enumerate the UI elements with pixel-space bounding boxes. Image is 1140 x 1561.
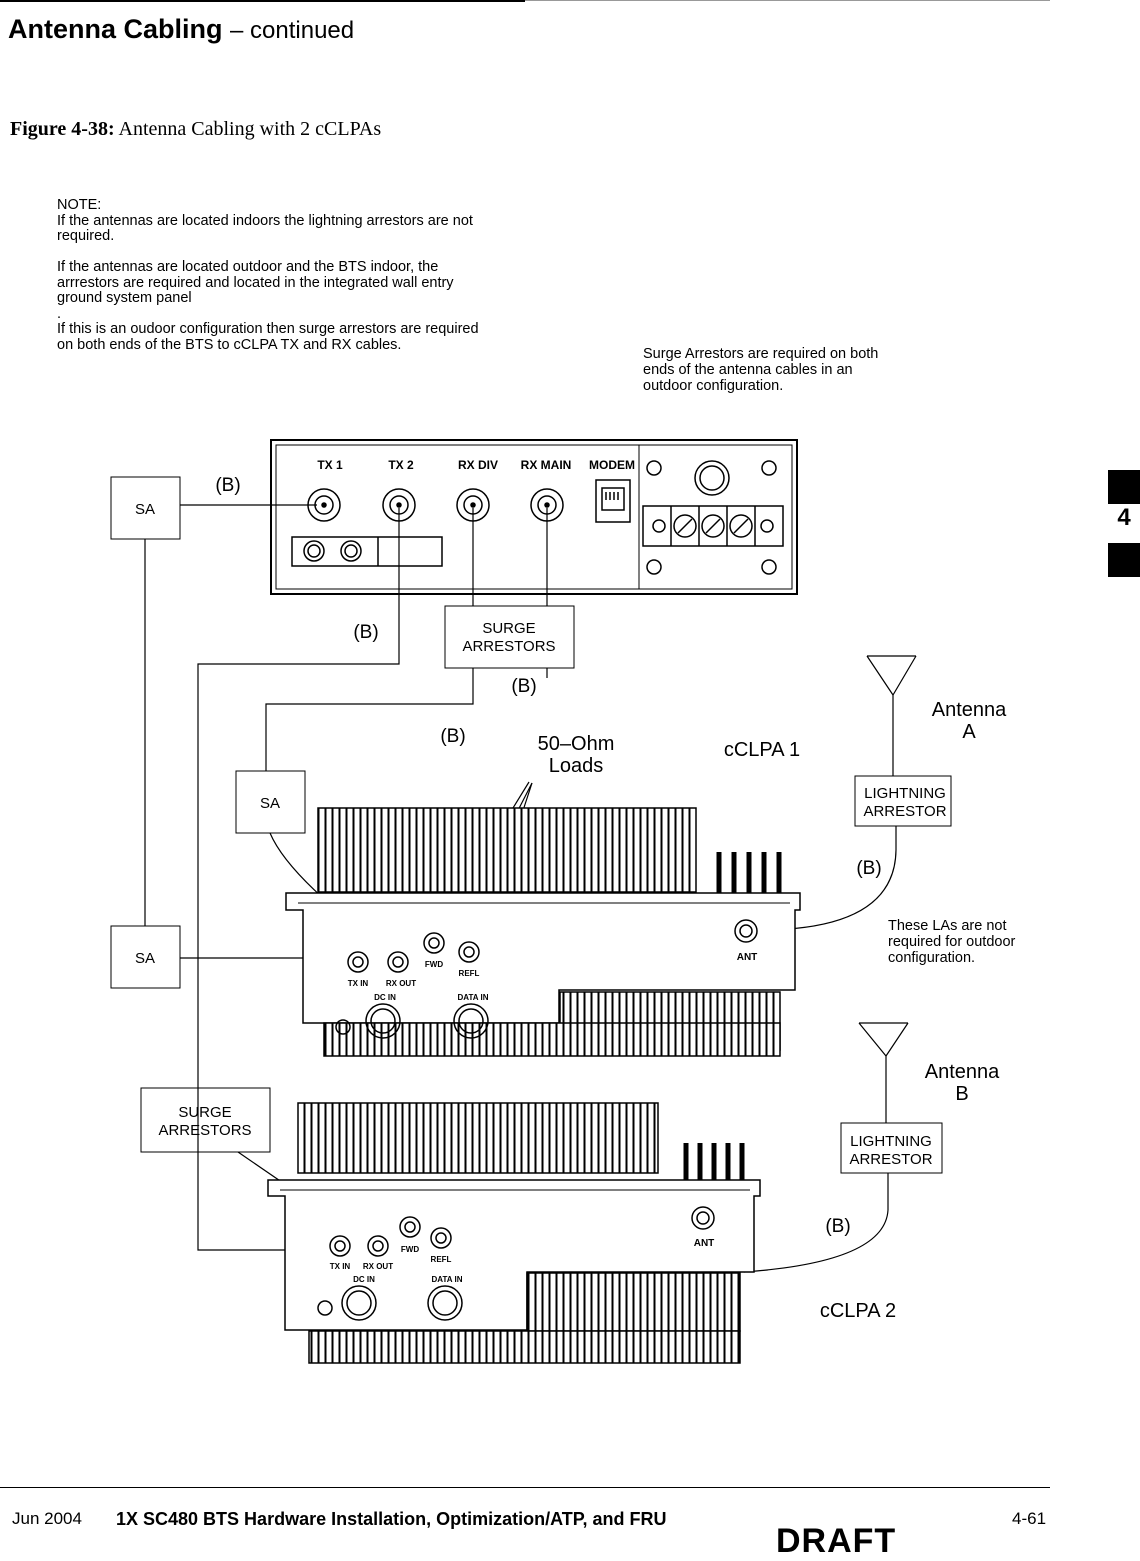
lightning-a-line1: LIGHTNING [864,785,946,802]
footer-page-number: 4-61 [1012,1509,1047,1528]
cclpa1-dc-in-label: DC IN [374,993,396,1002]
loads-label-line1: 50–Ohm [537,733,615,755]
port-label-tx1: TX 1 [317,458,343,472]
cclpa2-fwd-label: FWD [400,1245,420,1254]
antenna-a-icon [867,656,916,695]
b-label-4: (B) [440,726,466,747]
note-text: NOTE: If the antennas are located indoors the lightning arrestors are not required. If the antennas are located outdoor and the BTS indoor, the arrrestors are required and located in the integrated wall entry ground system panel . If this is an oudoor configuration then surge arrestors are required on both ends of the BTS to cCLPA TX and RX cables. [57,197,479,353]
side-tab-bottom [1108,543,1140,577]
antenna-b-icon [859,1023,908,1056]
surge-label-bottom-line2: ARRESTORS [158,1122,252,1139]
cclpa2-tx-in-label: TX IN [329,1262,351,1271]
b-label-5: (B) [856,858,882,879]
antenna-a-line1: Antenna [931,699,1007,721]
surge-label-top-line1: SURGE [482,620,536,637]
surge-arrestors-box-top [445,606,574,668]
cclpa1-refl-label: REFL [458,969,480,978]
cclpa1-tx-in-label: TX IN [347,979,369,988]
cclpa1-label: cCLPA 1 [723,739,801,761]
loads-label-line2: Loads [548,755,604,777]
cclpa2-data-in-label: DATA IN [431,1275,463,1284]
antenna-a-line2: A [962,721,976,743]
lightning-a-line2: ARRESTOR [863,803,947,820]
antenna-b-line2: B [955,1083,969,1105]
cclpa-1-unit [286,808,800,1056]
cclpa2-rx-out-label: RX OUT [362,1262,394,1271]
cclpa1-data-in-label: DATA IN [457,993,489,1002]
surge-note-text: Surge Arrestors are required on both ends of the antenna cables in an outdoor configuration. [643,346,879,394]
cclpa1-ant-label: ANT [736,952,758,963]
cclpa2-label: cCLPA 2 [819,1300,897,1322]
bts-connectors [292,461,783,574]
cclpa-2-unit [268,1103,760,1363]
bts-port-labels [317,458,635,472]
b-label-6: (B) [825,1216,851,1237]
port-label-rx-div: RX DIV [457,458,499,472]
cclpa2-refl-label: REFL [430,1255,452,1264]
port-label-tx2: TX 2 [388,458,414,472]
sa-label-3: SA [134,950,156,967]
port-label-modem: MODEM [589,458,635,472]
surge-label-bottom-line1: SURGE [178,1104,232,1121]
draft-watermark: DRAFT [776,1522,897,1560]
footer-date: Jun 2004 [12,1509,82,1528]
lightning-b-line1: LIGHTNING [850,1133,932,1150]
sa-label-2: SA [259,795,281,812]
cclpa1-rx-out-label: RX OUT [385,979,417,988]
figure-caption-text: Antenna Cabling with 2 cCLPAs [118,118,382,140]
header-title: Antenna Cabling [8,14,223,44]
header-continued: – continued [230,17,355,44]
side-tab-top [1108,470,1140,504]
side-tab-number: 4 [1117,504,1131,531]
figure-label: Figure 4-38: [10,118,115,140]
footer-rule [0,1487,1050,1488]
lightning-arrestor-note: These LAs are not required for outdoor configuration. [888,918,1016,966]
cclpa1-fwd-label: FWD [424,960,444,969]
b-label-3: (B) [511,676,537,697]
surge-label-top-line2: ARRESTORS [462,638,556,655]
cclpa2-dc-in-label: DC IN [353,1275,375,1284]
antenna-b-line1: Antenna [924,1061,1000,1083]
lightning-b-line2: ARRESTOR [849,1151,933,1168]
footer-title: 1X SC480 BTS Hardware Installation, Optimization/ATP, and FRU [116,1509,667,1529]
sa-label-1: SA [134,501,156,518]
port-label-rx-main: RX MAIN [520,458,572,472]
b-label-2: (B) [353,622,379,643]
b-label-1: (B) [215,475,241,496]
cclpa2-ant-label: ANT [693,1238,715,1249]
